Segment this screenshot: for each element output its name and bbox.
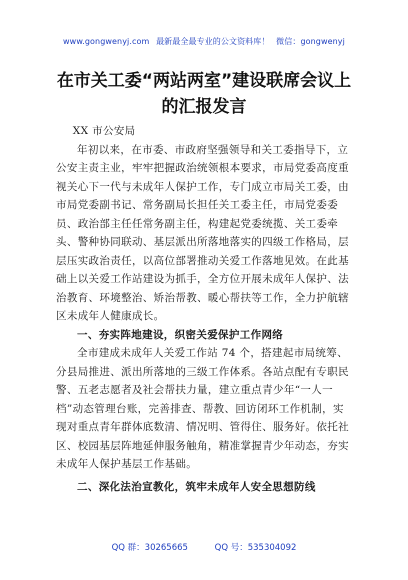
title-line-1: 在市关工委“两站两室”建设联席会议上 [56, 71, 352, 91]
site-slogan: 最新最全最专业的公文资料库！ [156, 37, 270, 46]
wechat-id: 微信：gongwenyj [276, 37, 345, 46]
section-2-heading: 二、深化法治宣教化，筑牢未成年人安全思想防线 [77, 480, 316, 493]
qq-group: QQ 群：30265665 [111, 543, 188, 553]
document-body [56, 122, 354, 496]
section-1-heading: 一、夯实阵地建设，织密关爱保护工作网络 [77, 328, 284, 341]
intro-paragraph: 年初以来，在市委、市政府坚强领导和关工委指导下，立公安主责主业，牢牢把握政治统领根本要求，市局党委高度重视关心下一代与未成年人保护工作，专门成立市局关工委，由市局党委副书记、常务副局长担任关工委主任，市局党委委员、政治部主任任常务副主任，构建起党委统揽、关工委牵头、警种协同联动、基层派出所落地落实的四级工作格局，层层压实政治责任，以高位部署推动关爱工作落地见效。在此基础上以关爱工作站建设为抓手，全方位开展未成年人保护、法治教育、环境整治、矫治帮教、暖心帮扶等工作，全力护航辖区未成年人健康成长。 [56, 143, 349, 322]
header-banner [0, 36, 408, 47]
title-line-2: 的汇报发言 [161, 97, 247, 117]
qq-number: QQ 号：535304092 [214, 543, 297, 553]
author-line: XX 市公安局 [72, 125, 136, 137]
site-link[interactable]: www.gongwenyj.com [63, 37, 150, 46]
footer-contact [0, 541, 408, 553]
section-1-paragraph: 全市建成未成年人关爱工作站 74 个，搭建起市局统筹、分县局推进、派出所落地的三级工作体系。各站点配有专职民警、五老志愿者及社会帮扶力量，建立重点青少年“一人一档”动态管理台账，完善排查、帮教、回访闭环工作机制，实现对重点青年群体底数清、情况明、管得住、服务好。依托社区、校园基层阵地延伸服务触角，精准掌握青少年动态，夯实未成年人保护基层工作基础。 [56, 347, 349, 470]
document-title [40, 68, 368, 120]
